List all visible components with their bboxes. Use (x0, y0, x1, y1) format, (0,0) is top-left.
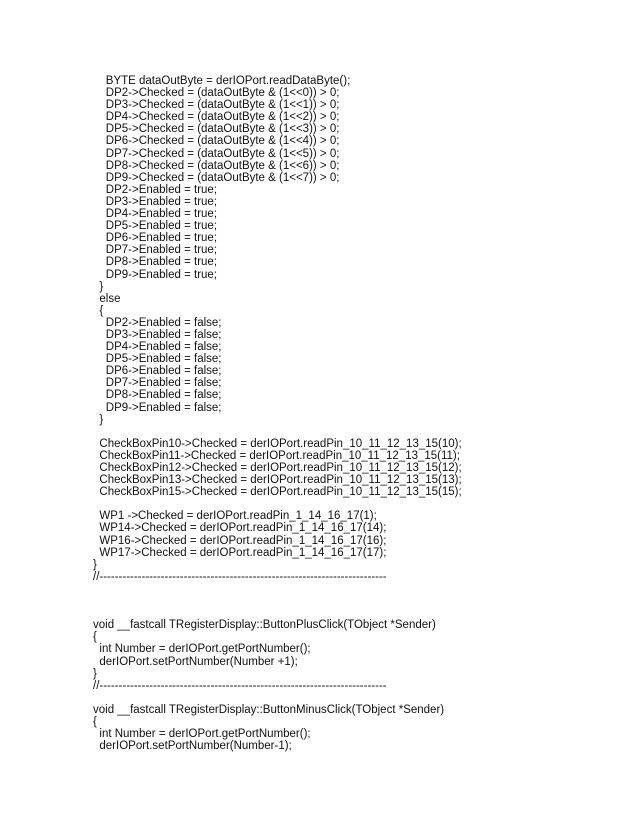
code-line: DP9->Enabled = false; (93, 401, 222, 414)
code-line: DP5->Checked = (dataOutByte & (1<<3)) > 0; (93, 123, 340, 136)
code-line (93, 607, 462, 619)
code-line: DP9->Enabled = true; (93, 268, 218, 281)
code-line: derIOPort.setPortNumber(Number +1); (93, 655, 298, 668)
code-line: int Number = derIOPort.getPortNumber(); (93, 728, 311, 741)
code-line: int Number = derIOPort.getPortNumber(); (93, 643, 311, 656)
code-line: CheckBoxPin10->Checked = derIOPort.readPin_10_11_12_13_15(10); (93, 437, 462, 450)
code-line: DP2->Enabled = true; (93, 183, 218, 196)
code-line: DP8->Checked = (dataOutByte & (1<<6)) > 0; (93, 159, 340, 172)
code-line: WP17->Checked = derIOPort.readPin_1_14_16_17(17); (93, 546, 387, 559)
code-line: DP2->Checked = (dataOutByte & (1<<0)) > 0; (93, 87, 340, 100)
code-line (93, 692, 462, 704)
code-line: DP5->Enabled = true; (93, 220, 218, 233)
code-line: CheckBoxPin11->Checked = derIOPort.readPin_10_11_12_13_15(11); (93, 449, 460, 462)
code-line: DP4->Enabled = false; (93, 341, 222, 354)
code-line: DP7->Enabled = true; (93, 244, 218, 257)
code-line: DP4->Checked = (dataOutByte & (1<<2)) > 0; (93, 111, 340, 124)
code-line: DP8->Enabled = false; (93, 389, 222, 402)
code-line: DP6->Enabled = false; (93, 365, 222, 378)
code-line: WP1 ->Checked = derIOPort.readPin_1_14_16_17(1); (93, 510, 377, 523)
code-line: } (93, 413, 104, 426)
code-line: CheckBoxPin15->Checked = derIOPort.readPin_10_11_12_13_15(15); (93, 486, 462, 499)
code-line: } (93, 667, 97, 680)
code-line: DP3->Checked = (dataOutByte & (1<<1)) > 0; (93, 99, 340, 112)
code-line: DP5->Enabled = false; (93, 353, 222, 366)
code-listing (93, 75, 462, 752)
code-line: DP3->Enabled = true; (93, 195, 218, 208)
code-line: { (93, 304, 104, 317)
code-line: DP2->Enabled = false; (93, 316, 222, 329)
code-line: void __fastcall TRegisterDisplay::ButtonMinusClick(TObject *Sender) (93, 703, 445, 716)
code-line: WP14->Checked = derIOPort.readPin_1_14_16_17(14); (93, 522, 387, 535)
code-line: WP16->Checked = derIOPort.readPin_1_14_16_17(16); (93, 534, 387, 547)
code-line: DP7->Checked = (dataOutByte & (1<<5)) > 0; (93, 147, 340, 160)
code-line: derIOPort.setPortNumber(Number-1); (93, 740, 292, 753)
code-line: { (93, 631, 97, 644)
code-line: DP6->Checked = (dataOutByte & (1<<4)) > 0; (93, 135, 340, 148)
code-line: CheckBoxPin13->Checked = derIOPort.readPin_10_11_12_13_15(13); (93, 474, 462, 487)
code-line (93, 498, 462, 510)
code-line (93, 426, 462, 438)
code-line: //--------------------------------------------------------------------------- (93, 570, 387, 583)
code-line: CheckBoxPin12->Checked = derIOPort.readPin_10_11_12_13_15(12); (93, 462, 462, 474)
code-line: DP7->Enabled = false; (93, 377, 222, 390)
code-line: BYTE dataOutByte = derIOPort.readDataByte(); (93, 75, 351, 87)
code-line: DP8->Enabled = true; (93, 256, 218, 269)
code-line: DP4->Enabled = true; (93, 208, 218, 221)
code-line: void __fastcall TRegisterDisplay::ButtonPlusClick(TObject *Sender) (93, 619, 436, 632)
code-line: else (93, 292, 121, 305)
code-line: } (93, 280, 104, 293)
code-line (93, 583, 462, 595)
code-line: { (93, 715, 97, 728)
code-line (93, 595, 462, 607)
code-line: //--------------------------------------------------------------------------- (93, 679, 387, 692)
code-line: DP6->Enabled = true; (93, 232, 218, 245)
code-line: DP3->Enabled = false; (93, 328, 222, 341)
code-line: } (93, 558, 97, 571)
code-line: DP9->Checked = (dataOutByte & (1<<7)) > 0; (93, 171, 340, 184)
